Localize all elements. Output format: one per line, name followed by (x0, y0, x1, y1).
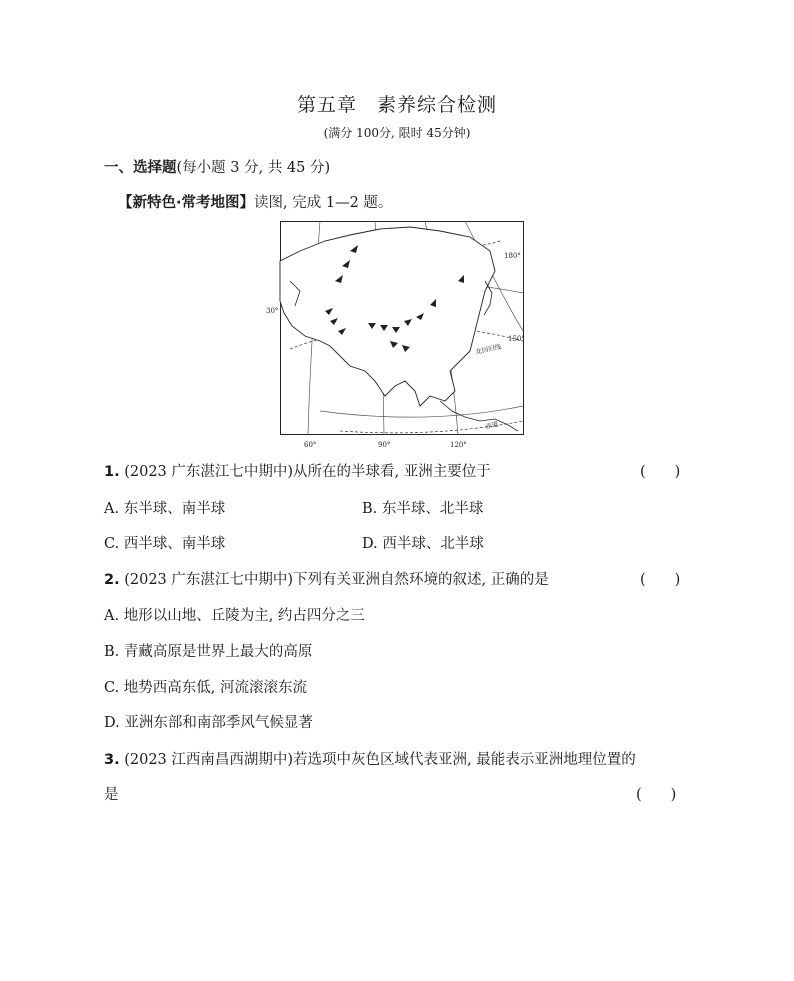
lat-label-30: 30° (266, 307, 279, 315)
question-2 (104, 568, 549, 589)
tropic-label: 北回归线 (474, 342, 502, 356)
answer-paren: ( ) (640, 572, 681, 588)
score-time-note: (满分 100分, 限时 45分钟) (323, 126, 471, 140)
question-stem: 从所在的半球看, 亚洲主要位于 (293, 464, 491, 480)
section-heading (104, 156, 330, 177)
map-lead (118, 191, 392, 212)
lon-label-180: 180° (504, 252, 521, 260)
option-a: A. 东半球、南半球 (104, 501, 226, 517)
question-source: (2023 广东湛江七中期中) (124, 464, 294, 480)
question-source: (2023 江西南昌西湖期中) (124, 752, 294, 768)
lon-label-90: 90° (378, 441, 391, 449)
option-d: D. 亚洲东部和南部季风气候显著 (104, 715, 313, 731)
equator-label: 赤道 (484, 420, 500, 431)
option-c: C. 西半球、南半球 (104, 536, 226, 552)
question-1 (104, 460, 491, 481)
question-stem: 下列有关亚洲自然环境的叙述, 正确的是 (293, 572, 549, 588)
question-number: 1. (104, 464, 120, 480)
question-number: 2. (104, 572, 120, 588)
lead-tag: 【新特色·常考地图】 (118, 195, 255, 211)
section-note: (每小题 3 分, 共 45 分) (176, 160, 331, 176)
page-title: 第五章 素养综合检测 (296, 94, 497, 116)
option-b: B. 东半球、北半球 (362, 501, 484, 517)
answer-paren: ( ) (640, 464, 681, 480)
asia-map-figure (266, 221, 525, 451)
lon-label-120: 120° (450, 441, 467, 449)
question-number: 3. (104, 752, 120, 768)
question-source: (2023 广东湛江七中期中) (124, 572, 294, 588)
option-a: A. 地形以山地、丘陵为主, 约占四分之三 (104, 608, 365, 624)
option-c: C. 地势西高东低, 河流滚滚东流 (104, 680, 308, 696)
question-3 (104, 748, 636, 769)
lead-text: 读图, 完成 1—2 题。 (254, 195, 393, 211)
answer-paren: ( ) (636, 787, 677, 803)
option-b: B. 青藏高原是世界上最大的高原 (104, 644, 313, 660)
option-d: D. 西半球、北半球 (362, 536, 484, 552)
lon-label-60: 60° (304, 441, 317, 449)
question-stem: 若选项中灰色区域代表亚洲, 最能表示亚洲地理位置的 (293, 752, 636, 768)
section-title: 一、选择题 (104, 160, 177, 176)
question-stem-continued: 是 (104, 787, 119, 803)
lon-label-150: 150° (508, 335, 525, 343)
